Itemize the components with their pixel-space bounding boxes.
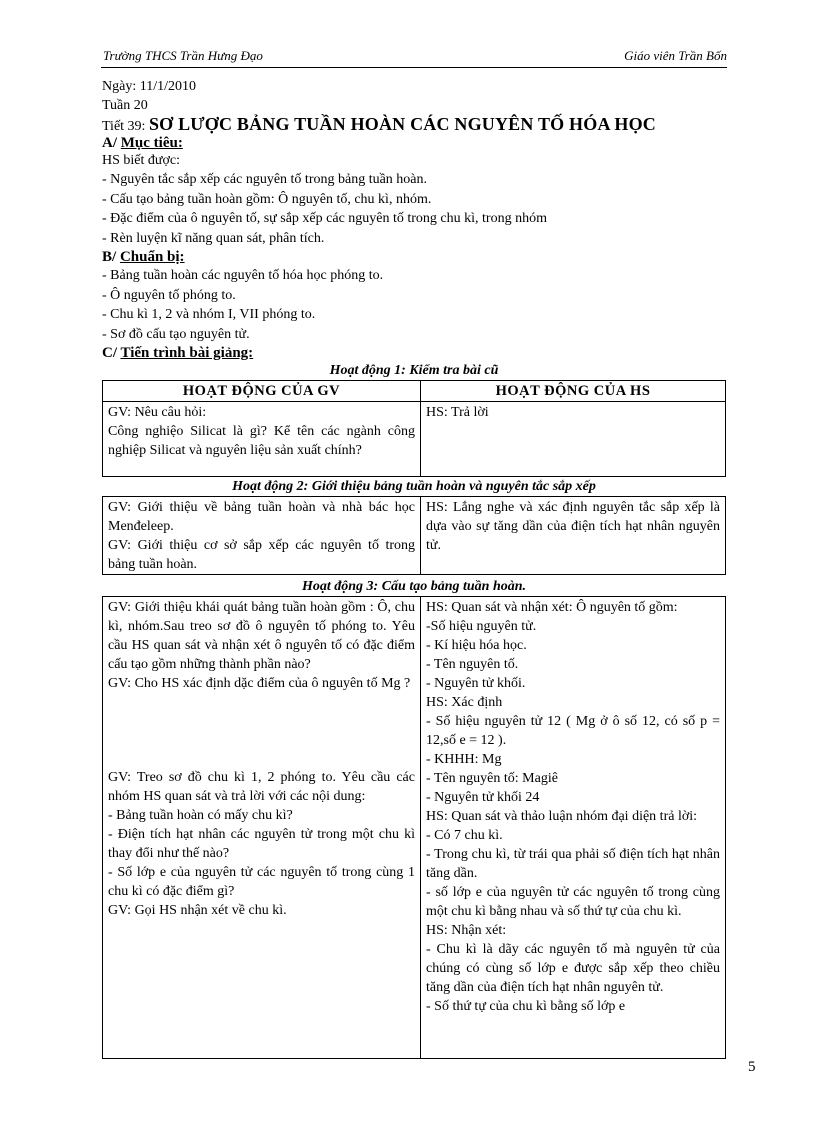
activity-2-table (102, 496, 726, 575)
activity-1-title: Hoạt động 1: Kiểm tra bài cũ (329, 363, 499, 378)
student-activity-text: - Có 7 chu kì. (426, 828, 503, 843)
student-activity-cell (421, 597, 726, 1059)
objective-item: - Đặc điểm của ô nguyên tố, sự sắp xếp các nguyên tố trong chu kì, trong nhóm (102, 211, 547, 226)
teacher-activity-text: GV: Giới thiệu về bảng tuần hoàn và nhà bác học Menđeleep. (108, 500, 415, 534)
student-activity-text: - KHHH: Mg (426, 752, 502, 767)
preparation-item: - Ô nguyên tố phóng to. (102, 287, 236, 303)
table-row (103, 597, 726, 1059)
student-activity-text: -Số hiệu nguyên tử. (426, 619, 537, 634)
table-row (103, 402, 726, 477)
student-activity-text: - Số thứ tự của chu kì bằng số lớp e (426, 999, 626, 1014)
student-activity-cell (421, 402, 726, 477)
lesson-number: Tiết 39: (102, 118, 149, 134)
activity-2-title: Hoạt động 2: Giới thiệu bảng tuần hoàn và nguyên tắc sắp xếp (232, 479, 596, 494)
teacher-activity-text: - Điện tích hạt nhân các nguyên tử trong một chu kì thay đổi như thế nào? (108, 827, 415, 861)
student-activity-text: HS: Lắng nghe và xác định nguyên tắc sắp xếp là dựa vào sự tăng dần của điện tích hạt nhân nguyên tử. (426, 500, 720, 553)
student-activity-text: HS: Trả lời (426, 405, 489, 420)
lesson-title: SƠ LƯỢC BẢNG TUẦN HOÀN CÁC NGUYÊN TỐ HÓA HỌC (148, 113, 656, 134)
student-activity-text: HS: Quan sát và thảo luận nhóm đại diện trả lời: (426, 809, 698, 824)
objective-item: - Cấu tạo bảng tuần hoàn gồm: Ô nguyên tố, chu kì, nhóm. (102, 191, 432, 207)
student-activity-text: - số lớp e của nguyên tử các nguyên tố trong cùng một chu kì bằng nhau và số thứ tự của chu kì. (426, 885, 720, 919)
activity-1-table (102, 380, 726, 477)
objectives-intro: HS biết được: (102, 153, 180, 168)
activity-3-title: Hoạt động 3: Cấu tạo bảng tuần hoàn. (301, 579, 527, 594)
section-b-heading (102, 248, 726, 266)
student-activity-text: - Tên nguyên tố: Magiê (426, 771, 558, 786)
page-number: 5 (748, 1059, 756, 1075)
preparation-item: - Bảng tuần hoàn các nguyên tố hóa học phóng to. (102, 268, 384, 283)
student-activity-text: - Số hiệu nguyên tử 12 ( Mg ở ô số 12, có số p = 12,số e = 12 ). (426, 714, 720, 748)
column-header-gv: HOẠT ĐỘNG CỦA GV (103, 381, 421, 402)
section-c-title: Tiến trình bài giảng: (120, 345, 254, 361)
teacher-activity-text: GV: Giới thiệu cơ sở sắp xếp các nguyên tố trong bảng tuần hoàn. (108, 538, 415, 572)
teacher-activity-text: GV: Giới thiệu khái quát bảng tuần hoàn gồm : Ô, chu kì, nhóm.Sau treo sơ đồ ô nguyên tố phóng to. Yêu cầu HS quan sát và nhận xét ô nguyên tố có đặc điểm cấu tạo gồm những thành phần nào? (108, 600, 415, 672)
preparation-item: - Sơ đồ cấu tạo nguyên tử. (102, 326, 250, 342)
objective-item: - Rèn luyện kĩ năng quan sát, phân tích. (102, 230, 325, 246)
section-a-prefix: A/ (102, 135, 121, 151)
teacher-activity-text: - Số lớp e của nguyên tử các nguyên tố trong cùng 1 chu kì có đặc điểm gì? (108, 865, 415, 899)
lesson-date: Ngày: 11/1/2010 (102, 79, 196, 94)
school-name: Trường THCS Trần Hưng Đạo (103, 48, 263, 63)
teacher-name: Giáo viên Trần Bốn (624, 48, 727, 63)
teacher-activity-cell (103, 402, 421, 477)
teacher-activity-text: GV: Nêu câu hỏi: (108, 405, 207, 420)
student-activity-text: - Nguyên tử khối 24 (426, 790, 540, 805)
activity-3-table (102, 596, 726, 1059)
student-activity-text: - Kí hiệu hóa học. (426, 638, 527, 653)
preparation-item: - Chu kì 1, 2 và nhóm I, VII phóng to. (102, 307, 316, 322)
section-c-prefix: C/ (102, 345, 121, 361)
student-activity-text: - Nguyên tử khối. (426, 676, 526, 691)
page-header (101, 48, 727, 68)
teacher-activity-text: GV: Cho HS xác định dặc điểm của ô nguyên tố Mg ? (108, 676, 411, 691)
student-activity-text: - Chu kì là dãy các nguyên tố mà nguyên tử của chúng có cùng số lớp e được sắp xếp theo chiều tăng dần của điện tích hạt nhân nguyên tử. (426, 942, 720, 995)
student-activity-text: - Tên nguyên tố. (426, 657, 519, 672)
teacher-activity-text: GV: Gọi HS nhận xét về chu kì. (108, 903, 287, 918)
column-header-hs: HOẠT ĐỘNG CỦA HS (421, 381, 726, 402)
student-activity-text: - Trong chu kì, từ trái qua phải số điện tích hạt nhân tăng dần. (426, 847, 720, 881)
teacher-activity-cell (103, 597, 421, 1059)
teacher-activity-cell (103, 497, 421, 575)
lesson-week: Tuần 20 (102, 97, 148, 113)
section-a-heading (102, 134, 726, 152)
table-header-row (103, 381, 726, 402)
section-c-heading (102, 344, 726, 362)
objective-item: - Nguyên tắc sắp xếp các nguyên tố trong bảng tuần hoàn. (102, 172, 428, 187)
student-activity-cell (421, 497, 726, 575)
student-activity-text: HS: Xác định (426, 695, 503, 710)
section-b-title: Chuẩn bị: (119, 249, 185, 265)
teacher-activity-text: - Bảng tuần hoàn có mấy chu kì? (108, 808, 293, 823)
section-a-title: Mục tiêu: (120, 135, 183, 151)
lesson-title-line (102, 115, 726, 135)
teacher-activity-text: Công nghiệo Silicat là gì? Kể tên các ngành công nghiệp Silicat và nguyên liệu sản xuất chính? (108, 424, 415, 458)
teacher-activity-text: GV: Treo sơ đồ chu kì 1, 2 phóng to. Yêu cầu các nhóm HS quan sát và trả lời với các nội dung: (108, 770, 415, 804)
student-activity-text: HS: Quan sát và nhận xét: Ô nguyên tố gồm: (426, 600, 678, 615)
student-activity-text: HS: Nhận xét: (426, 923, 507, 938)
document-body (102, 77, 726, 1059)
table-row (103, 497, 726, 575)
section-b-prefix: B/ (102, 249, 120, 265)
